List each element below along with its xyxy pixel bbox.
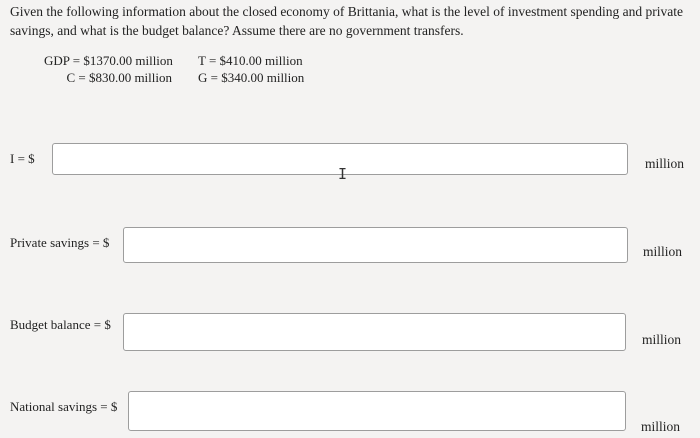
question-text: Given the following information about the closed economy of Brittania, what is the level of investment spending and private savings, and what is the budget balance? Assume there are no government transfers.: [10, 4, 683, 38]
private-savings-input[interactable]: [123, 227, 628, 263]
national-savings-input[interactable]: [128, 391, 626, 431]
private-savings-label: Private savings = $: [10, 235, 110, 250]
gdp-value: GDP = $1370.00 million: [44, 53, 173, 68]
private-savings-unit: million: [643, 244, 683, 259]
national-savings-unit: million: [641, 419, 681, 434]
government-spending-value: G = $340.00 million: [198, 70, 305, 85]
budget-balance-label: Budget balance = $: [10, 317, 111, 332]
given-values-right: [198, 52, 304, 86]
investment-label: I = $: [10, 151, 35, 166]
budget-balance-unit: million: [642, 332, 682, 347]
budget-balance-input[interactable]: [123, 313, 626, 351]
consumption-value: C = $830.00 million: [66, 70, 172, 85]
investment-unit: million: [645, 156, 685, 171]
text-cursor-icon: I: [338, 165, 348, 183]
national-savings-label: National savings = $: [10, 399, 118, 414]
given-values-left: [44, 52, 172, 86]
taxes-value: T = $410.00 million: [198, 53, 303, 68]
